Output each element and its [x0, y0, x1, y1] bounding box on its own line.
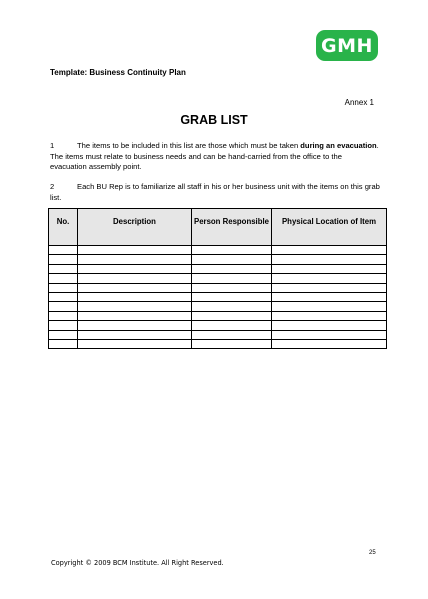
instruction-paragraph-2: [50, 182, 380, 203]
logo-text: GMH: [321, 34, 373, 57]
table-cell: [272, 283, 387, 292]
table-row: [49, 330, 387, 339]
table-row: [49, 302, 387, 311]
paragraph-number: 1: [50, 141, 55, 150]
paragraph-emphasis: during an evacuation: [300, 141, 377, 150]
paragraph-number: 2: [50, 182, 55, 191]
table-cell: [78, 274, 192, 283]
table-cell: [78, 255, 192, 264]
table-cell: [272, 330, 387, 339]
instruction-paragraph-1: [50, 141, 380, 173]
copyright-footer: Copyright © 2009 BCM Institute. All Right Reserved.: [51, 559, 224, 567]
table-cell: [49, 274, 78, 283]
paragraph-text: The items to be included in this list are those which must be taken: [77, 141, 301, 150]
table-row: [49, 339, 387, 348]
table-cell: [78, 302, 192, 311]
table-cell: [78, 292, 192, 301]
table-row: [49, 274, 387, 283]
page-number: 25: [369, 550, 376, 556]
table-cell: [49, 283, 78, 292]
table-cell: [272, 292, 387, 301]
table-row: [49, 292, 387, 301]
table-cell: [272, 302, 387, 311]
table-cell: [49, 311, 78, 320]
table-row: [49, 311, 387, 320]
table-cell: [78, 321, 192, 330]
table-cell: [192, 255, 272, 264]
column-header-description: Description: [78, 209, 192, 246]
table-cell: [192, 246, 272, 255]
table-cell: [192, 274, 272, 283]
table-cell: [272, 264, 387, 273]
table-cell: [192, 311, 272, 320]
gmh-logo: [316, 30, 378, 61]
table-row: [49, 255, 387, 264]
table-cell: [49, 255, 78, 264]
table-row: [49, 246, 387, 255]
table-cell: [78, 339, 192, 348]
table-cell: [49, 302, 78, 311]
table-body: [49, 246, 387, 349]
template-label: Template: Business Continuity Plan: [50, 68, 186, 77]
table-cell: [272, 274, 387, 283]
table-cell: [78, 264, 192, 273]
table-cell: [192, 339, 272, 348]
table-cell: [49, 330, 78, 339]
table-cell: [49, 246, 78, 255]
table-cell: [49, 264, 78, 273]
page-title: GRAB LIST: [180, 113, 248, 127]
table-cell: [49, 339, 78, 348]
table-row: [49, 264, 387, 273]
table-cell: [192, 264, 272, 273]
table-cell: [272, 311, 387, 320]
table-cell: [272, 321, 387, 330]
table-cell: [192, 283, 272, 292]
table-cell: [49, 321, 78, 330]
table-cell: [192, 321, 272, 330]
column-header-no: No.: [49, 209, 78, 246]
table-cell: [49, 292, 78, 301]
paragraph-text-end: . The items must relate to business needs and can be hand-carried from the office to the evacuation assembly point.: [50, 141, 379, 171]
table-cell: [272, 246, 387, 255]
table-cell: [78, 311, 192, 320]
annex-label: Annex 1: [344, 98, 374, 107]
grab-list-table: [48, 208, 387, 349]
table-cell: [78, 330, 192, 339]
table-cell: [192, 302, 272, 311]
table-cell: [78, 246, 192, 255]
paragraph-text: Each BU Rep is to familiarize all staff in his or her business unit with the items on this grab list.: [50, 182, 380, 202]
column-header-person-responsible: Person Responsible: [192, 209, 272, 246]
table-cell: [272, 255, 387, 264]
table-cell: [78, 283, 192, 292]
table-cell: [272, 339, 387, 348]
table-header-row: [49, 209, 387, 246]
table-cell: [192, 292, 272, 301]
table-row: [49, 321, 387, 330]
column-header-physical-location: Physical Location of Item: [272, 209, 387, 246]
table-cell: [192, 330, 272, 339]
table-row: [49, 283, 387, 292]
